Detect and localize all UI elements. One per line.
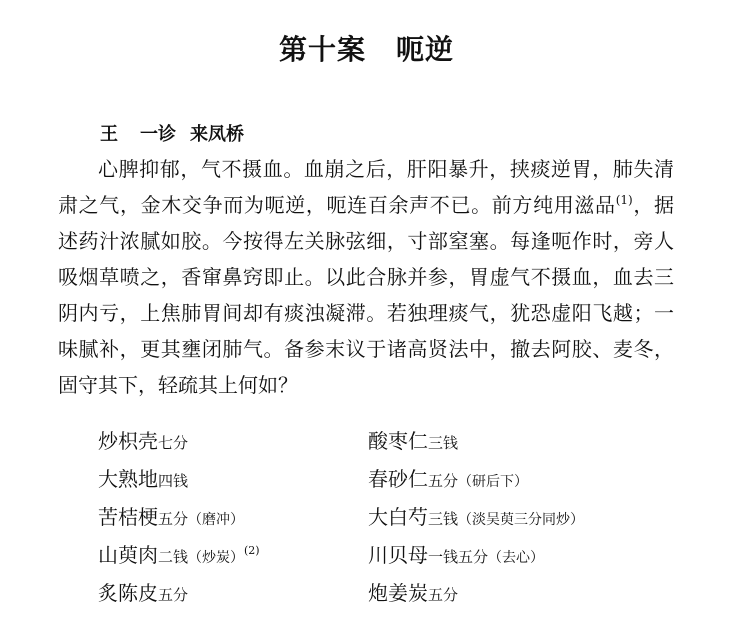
herb-dose: 一钱五分 (428, 548, 489, 566)
herb-dose: 七分 (158, 434, 189, 452)
herb-dose: 三钱 (428, 510, 459, 528)
herb-row (98, 464, 698, 502)
herb-name: 苦桔梗 (98, 505, 158, 529)
herb-name: 大熟地 (98, 467, 158, 491)
herb-row (98, 502, 698, 540)
herb-name: 山萸肉 (98, 543, 158, 567)
case-name: 呃逆 (396, 33, 455, 66)
herb-item (98, 464, 188, 496)
herb-row (98, 540, 698, 578)
herb-dose: 三钱 (428, 434, 459, 452)
herb-item (368, 578, 458, 610)
case-title (0, 28, 733, 68)
prescription-list (98, 426, 698, 616)
doctor-name: 来凤桥 (190, 124, 244, 145)
herb-item (368, 426, 458, 458)
herb-name: 炮姜炭 (368, 581, 428, 605)
patient-name: 王 (100, 124, 118, 145)
herb-item (98, 426, 188, 458)
visit-heading (100, 120, 244, 146)
herb-row (98, 426, 698, 464)
herb-item (98, 502, 244, 535)
herb-name: 炒枳壳 (98, 429, 158, 453)
case-number: 第十案 (278, 33, 366, 66)
footnote-ref-1: (1) (615, 193, 633, 207)
herb-row (98, 578, 698, 616)
herb-dose: 五分 (158, 586, 189, 604)
herb-note: （磨冲） (188, 512, 245, 528)
herb-dose: 五分 (428, 586, 459, 604)
herb-name: 炙陈皮 (98, 581, 158, 605)
herb-note: （去心） (488, 550, 545, 566)
herb-item (368, 502, 584, 535)
herb-name: 酸枣仁 (368, 429, 428, 453)
herb-dose: 五分 (158, 510, 189, 528)
narrative-part-2: ，据述药汁浓腻如胶。今按得左关脉弦细，寸部窒塞。每逢呃作时，旁人吸烟草喷之，香窜鼻窍即止。以此合脉并参，胃虚气不摄血，血去三阴内亏，上焦肺胃间却有痰浊凝滞。若独理痰气，犹恐虚阳飞越；一味腻补，更其壅闭肺气。备参末议于诸高贤法中，撤去阿胶、麦冬，固守其下，轻疏其上何如？ (58, 193, 675, 397)
herb-name: 大白芍 (368, 505, 428, 529)
herb-item (98, 578, 188, 610)
herb-item (368, 540, 544, 573)
herb-dose: 五分 (428, 472, 459, 490)
footnote-ref-2: (2) (244, 544, 260, 557)
herb-note: （淡吴萸三分同炒） (458, 512, 585, 528)
herb-note: （研后下） (458, 474, 529, 490)
herb-dose: 二钱 (158, 548, 189, 566)
herb-dose: 四钱 (158, 472, 189, 490)
herb-item (368, 464, 528, 497)
herb-name: 春砂仁 (368, 467, 428, 491)
herb-item (98, 540, 260, 573)
herb-note: （炒炭） (188, 550, 245, 566)
herb-name: 川贝母 (368, 543, 428, 567)
visit-label: 一诊 (140, 124, 176, 145)
case-narrative (58, 151, 674, 403)
narrative-part-1: 心脾抑郁，气不摄血。血崩之后，肝阳暴升，挟痰逆胃，肺失清肃之气，金木交争而为呃逆，呃连百余声不已。前方纯用滋品 (58, 157, 674, 217)
